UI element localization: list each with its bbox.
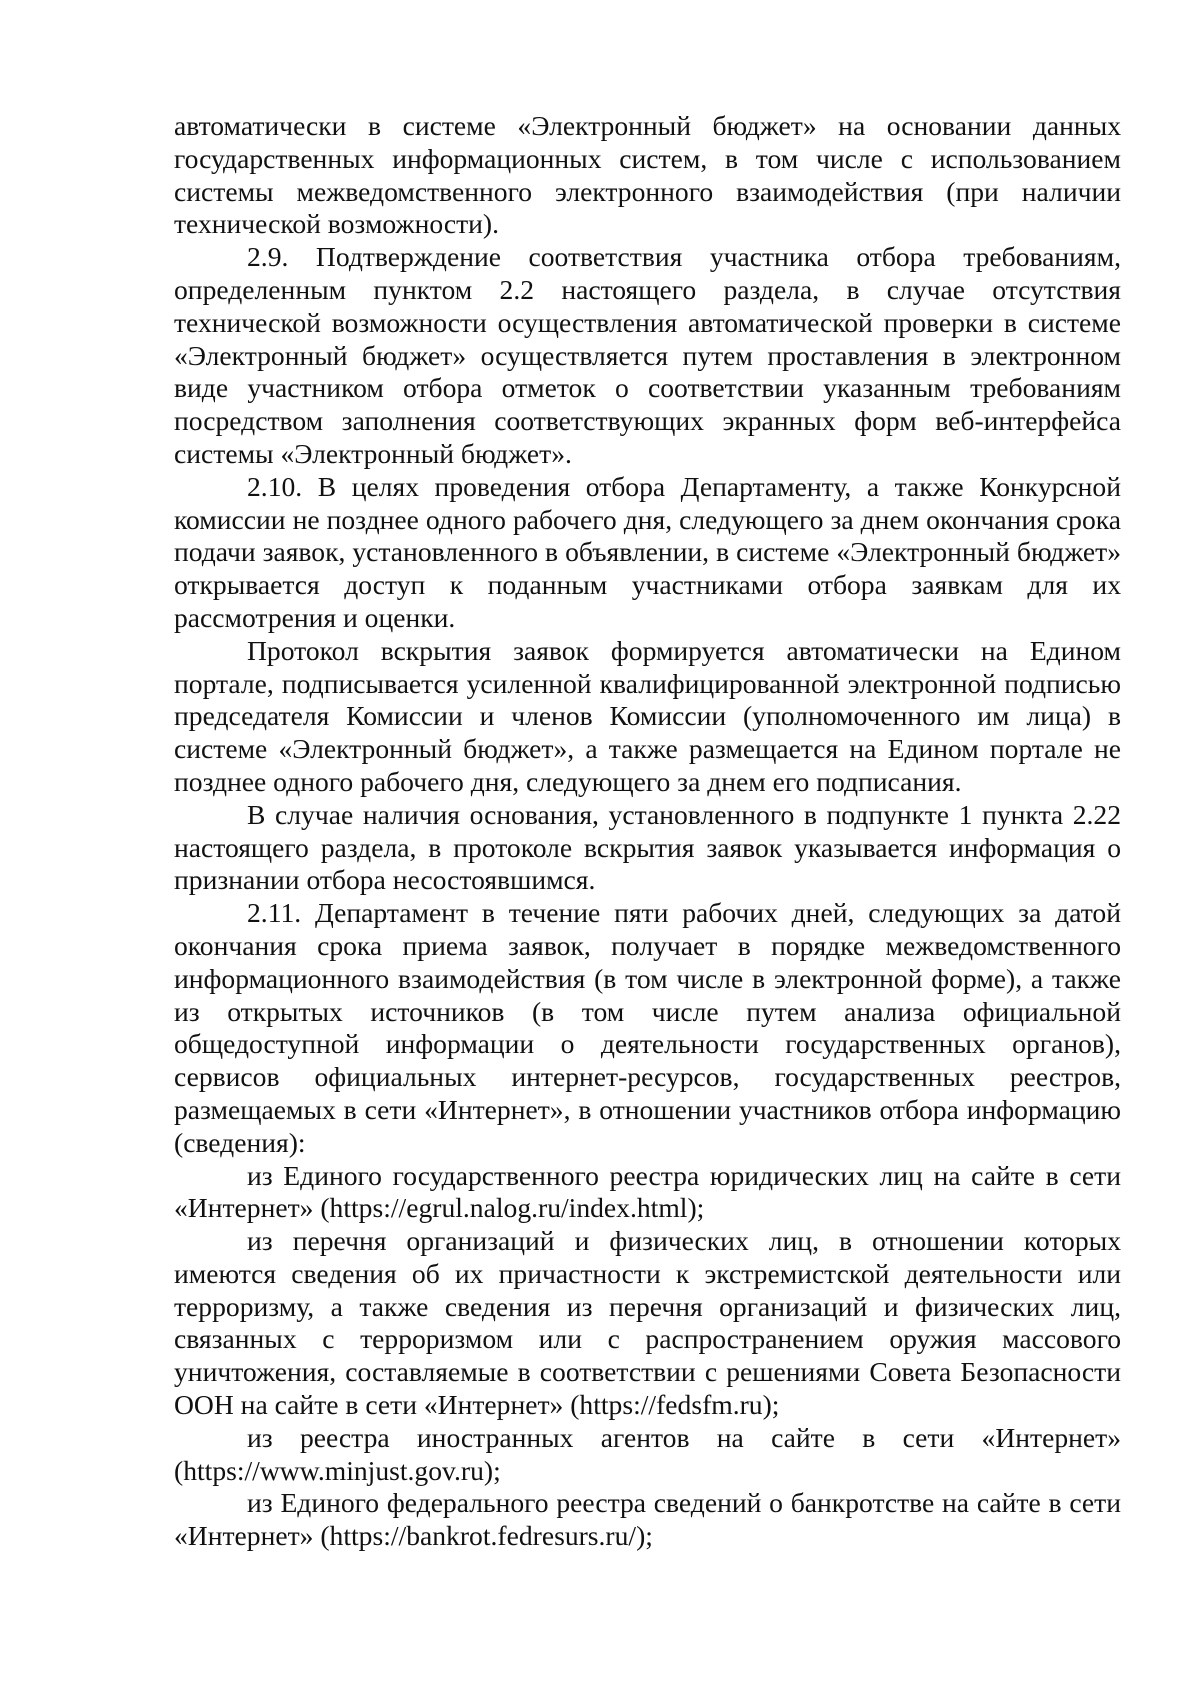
paragraph-2-9: 2.9. Подтверждение соответствия участника отбора требованиям, определенным пунктом 2.2 настоящего раздела, в случае отсутствия технической возможности осуществления автоматической проверки в системе «Электронный бюджет» осуществляется путем проставления в электронном виде участником отбора отметок о соответствии указанным требованиям посредством заполнения соответствующих экранных форм веб-интерфейса системы «Электронный бюджет». bbox=[174, 241, 1121, 469]
list-item-fedsfm: из перечня организаций и физических лиц, в отношении которых имеются сведения об их причастности к экстремистской деятельности или терроризму, а также сведения из перечня организаций и физических лиц, связанных с терроризмом или с распространением оружия массового уничтожения, составляемые в соответствии с решениями Совета Безопасности ООН на сайте в сети «Интернет» (https://fedsfm.ru); bbox=[174, 1225, 1121, 1421]
list-item-egrul: из Единого государственного реестра юридических лиц на сайте в сети «Интернет» (https://egrul.nalog.ru/index.html); bbox=[174, 1159, 1121, 1224]
paragraph-protocol: Протокол вскрытия заявок формируется автоматически на Едином портале, подписывается усиленной квалифицированной электронной подписью председателя Комиссии и членов Комиссии (уполномоченного им лица) в системе «Электронный бюджет», а также размещается на Едином портале не позднее одного рабочего дня, следующего за днем его подписания. bbox=[174, 634, 1121, 797]
paragraph-continuation: автоматически в системе «Электронный бюджет» на основании данных государственных информационных систем, в том числе с использованием системы межведомственного электронного взаимодействия (при наличии технической возможности). bbox=[174, 110, 1121, 240]
list-item-minjust: из реестра иностранных агентов на сайте в сети «Интернет» (https://www.minjust.gov.ru); bbox=[174, 1421, 1121, 1486]
document-body bbox=[174, 110, 1121, 1553]
paragraph-2-11: 2.11. Департамент в течение пяти рабочих дней, следующих за датой окончания срока приема заявок, получает в порядке межведомственного информационного взаимодействия (в том числе в электронной форме), а также из открытых источников (в том числе путем анализа официальной общедоступной информации о деятельности государственных органов), сервисов официальных интернет-ресурсов, государственных реестров, размещаемых в сети «Интернет», в отношении участников отбора информацию (сведения): bbox=[174, 897, 1121, 1158]
paragraph-2-10: 2.10. В целях проведения отбора Департаменту, а также Конкурсной комиссии не позднее одного рабочего дня, следующего за днем окончания срока подачи заявок, установленного в объявлении, в системе «Электронный бюджет» открывается доступ к поданным участниками отбора заявкам для их рассмотрения и оценки. bbox=[174, 470, 1121, 633]
list-item-bankrot: из Единого федерального реестра сведений о банкротстве на сайте в сети «Интернет» (https://bankrot.fedresurs.ru/); bbox=[174, 1487, 1121, 1552]
paragraph-failed-selection: В случае наличия основания, установленного в подпункте 1 пункта 2.22 настоящего раздела, в протоколе вскрытия заявок указывается информация о признании отбора несостоявшимся. bbox=[174, 798, 1121, 896]
